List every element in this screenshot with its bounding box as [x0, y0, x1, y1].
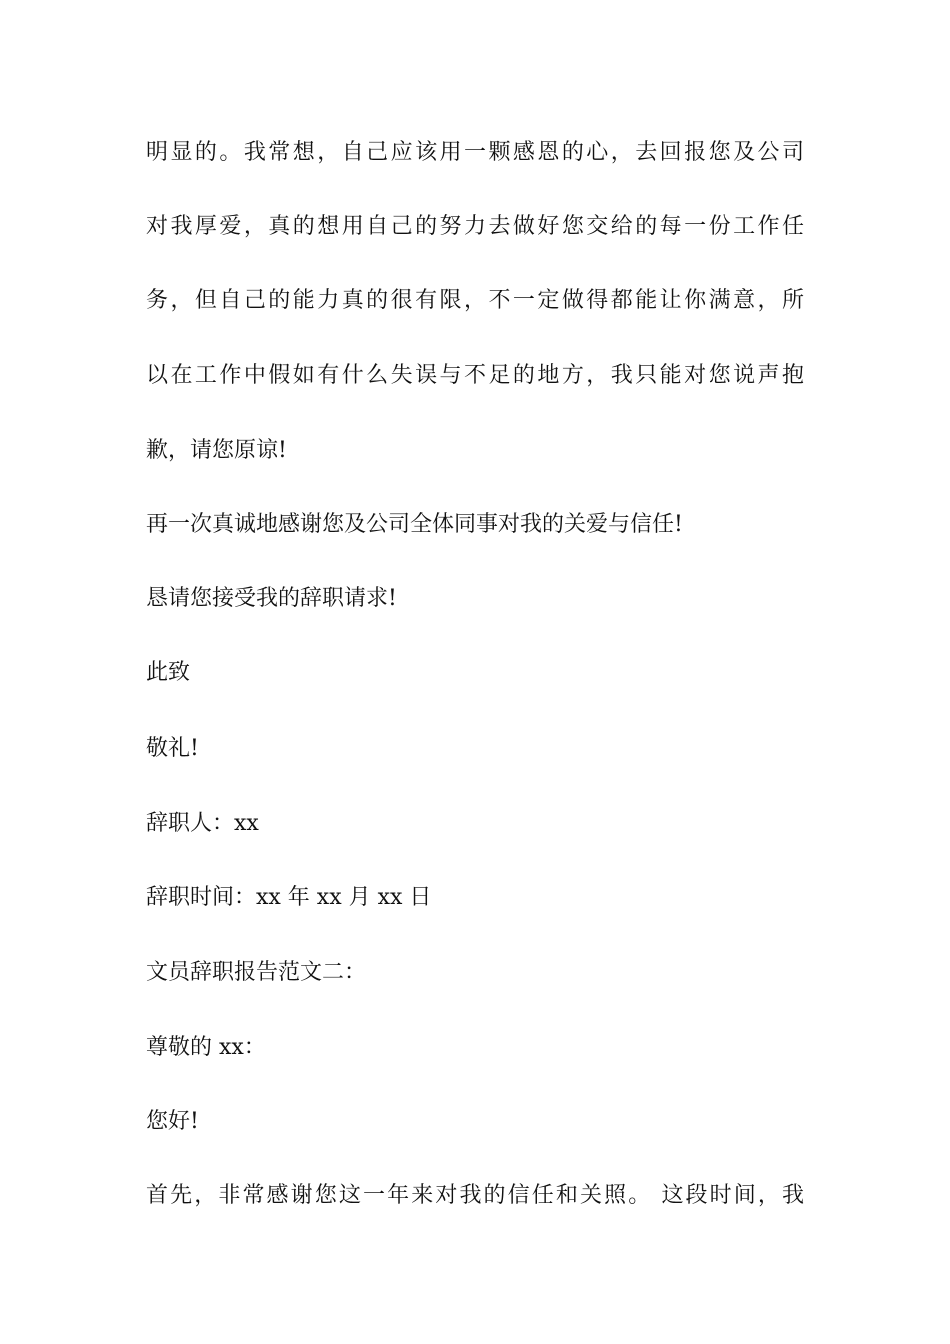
signature-name: 辞职人：xx — [146, 811, 259, 836]
paragraph-line: 明显的。我常想，自己应该用一颗感恩的心，去回报您及公司 — [146, 140, 804, 165]
paragraph-line: 首先，非常感谢您这一年来对我的信任和关照。 这段时间，我 — [146, 1183, 804, 1208]
paragraph-line: 对我厚爱，真的想用自己的努力去做好您交给的每一份工作任 — [146, 214, 804, 239]
letter-hello: 您好! — [146, 1109, 199, 1134]
paragraph-line: 歉，请您原谅! — [146, 438, 287, 463]
paragraph-line: 务，但自己的能力真的很有限，不一定做得都能让你满意，所 — [146, 288, 804, 313]
letter-greeting: 尊敬的 xx： — [146, 1035, 266, 1060]
closing-regards: 敬礼! — [146, 736, 199, 761]
request-line: 恳请您接受我的辞职请求! — [146, 586, 397, 611]
thanks-line: 再一次真诚地感谢您及公司全体同事对我的关爱与信任! — [146, 512, 683, 537]
paragraph-line: 以在工作中假如有什么失误与不足的地方，我只能对您说声抱 — [146, 363, 804, 388]
section-title: 文员辞职报告范文二： — [146, 960, 367, 985]
closing-salutation: 此致 — [146, 660, 191, 685]
signature-date: 辞职时间：xx 年 xx 月 xx 日 — [146, 885, 432, 910]
